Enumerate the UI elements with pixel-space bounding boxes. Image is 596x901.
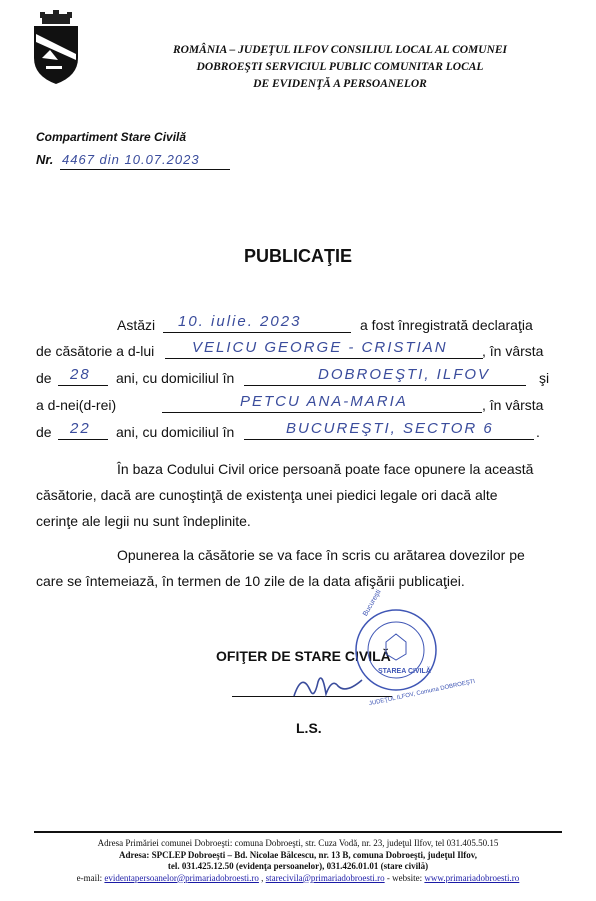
footer-block — [18, 838, 578, 884]
stamp-center-text: STAREA CIVILĂ — [378, 668, 431, 675]
header-block — [160, 42, 520, 93]
bride-address: BUCUREŞTI, SECTOR 6 — [286, 420, 494, 437]
footer-contact-line: e-mail: evidentapersoanelor@primariadobroesti.ro , starecivila@primariadobroesti.ro - website: www.primariadobroesti.ro — [76, 872, 520, 883]
ls-label: L.S. — [296, 720, 322, 736]
header-line-3: DE EVIDENŢĂ A PERSOANELOR — [253, 78, 427, 90]
footer-line-1: Adresa Primăriei comunei Dobroeşti: comuna Dobroeşti, str. Cuza Vodă, nr. 23, judeţul Ilfov, tel 031.405.50.15 — [97, 838, 499, 848]
stamp-top-text: Bucureşti — [362, 588, 383, 618]
email-link-evidenta[interactable]: evidentapersoanelor@primariadobroesti.ro — [104, 872, 259, 883]
page-title: PUBLICAŢIE — [244, 246, 352, 266]
de-2: de — [36, 424, 52, 440]
header-line-1: ROMÂNIA – JUDEŢUL ILFOV CONSILIUL LOCAL AL COMUNEI — [172, 44, 508, 56]
astazi-value: 10. iulie. 2023 — [178, 313, 302, 330]
in-varsta-1: , în vârsta — [482, 343, 544, 359]
groom-age: 28 — [70, 366, 91, 383]
paragraph-2-line-2: care se întemeiază, în termen de 10 zile de la data afişării publicaţiei. — [36, 573, 465, 589]
form-period: . — [536, 424, 540, 440]
stamp-bottom-text: JUDEŢUL ILFOV, Comuna DOBROEŞTI — [368, 678, 476, 708]
coat-of-arms-logo — [28, 10, 84, 86]
header-line-2: DOBROEŞTI SERVICIUL PUBLIC COMUNITAR LOCAL — [196, 61, 484, 73]
official-stamp — [354, 608, 438, 692]
de-1: de — [36, 370, 52, 386]
email-label: e-mail: — [76, 872, 103, 883]
officer-title: OFIŢER DE STARE CIVILĂ — [216, 648, 391, 664]
registered-text: a fost înregistrată declaraţia — [360, 317, 533, 333]
footer-line-2: Adresa: SPCLEP Dobroeşti – Bd. Nicolae Bălcescu, nr. 13 B, comuna Dobroeşti, judeţul Ilfov, — [119, 849, 477, 860]
groom-address: DOBROEŞTI, ILFOV — [318, 366, 491, 383]
email-link-starecivila[interactable]: starecivila@primariadobroesti.ro — [265, 872, 385, 883]
ani-domiciliu-1: ani, cu domiciliul în — [116, 370, 235, 386]
compartment-label: Compartiment Stare Civilă — [36, 130, 187, 144]
si-text: şi — [539, 370, 550, 386]
paragraph-2-line-1: Opunerea la căsătorie se va face în scris cu arătarea dovezilor pe — [117, 547, 525, 563]
website-label: website: — [392, 872, 423, 883]
paragraph-1-line-2: căsătorie, dacă are cunoştinţă de existenţa unei piedici legale ori dacă alte — [36, 487, 498, 503]
paragraph-1-line-3: cerinţe ale legii nu sunt îndeplinite. — [36, 513, 251, 529]
website-link[interactable]: www.primariadobroesti.ro — [424, 872, 520, 883]
nr-label: Nr. — [36, 152, 54, 167]
paragraph-1-line-1: În baza Codului Civil orice persoană poate face opunere la această — [117, 461, 534, 477]
ani-domiciliu-2: ani, cu domiciliul în — [116, 424, 235, 440]
footer-line-3: tel. 031.425.12.50 (evidenţa persoanelor), 031.426.01.01 (stare civilă) — [167, 861, 429, 871]
bride-name: PETCU ANA-MARIA — [240, 393, 408, 410]
bride-prefix: a d-nei(d-rei) — [36, 397, 117, 413]
bride-age: 22 — [70, 420, 91, 437]
in-varsta-2: , în vârsta — [482, 397, 544, 413]
groom-name: VELICU GEORGE - CRISTIAN — [192, 339, 448, 356]
astazi-label: Astăzi — [117, 317, 156, 333]
registration-number: 4467 din 10.07.2023 — [62, 152, 200, 167]
declaration-prefix: de căsătorie a d-lui — [36, 343, 155, 359]
footer-rule — [34, 831, 562, 833]
